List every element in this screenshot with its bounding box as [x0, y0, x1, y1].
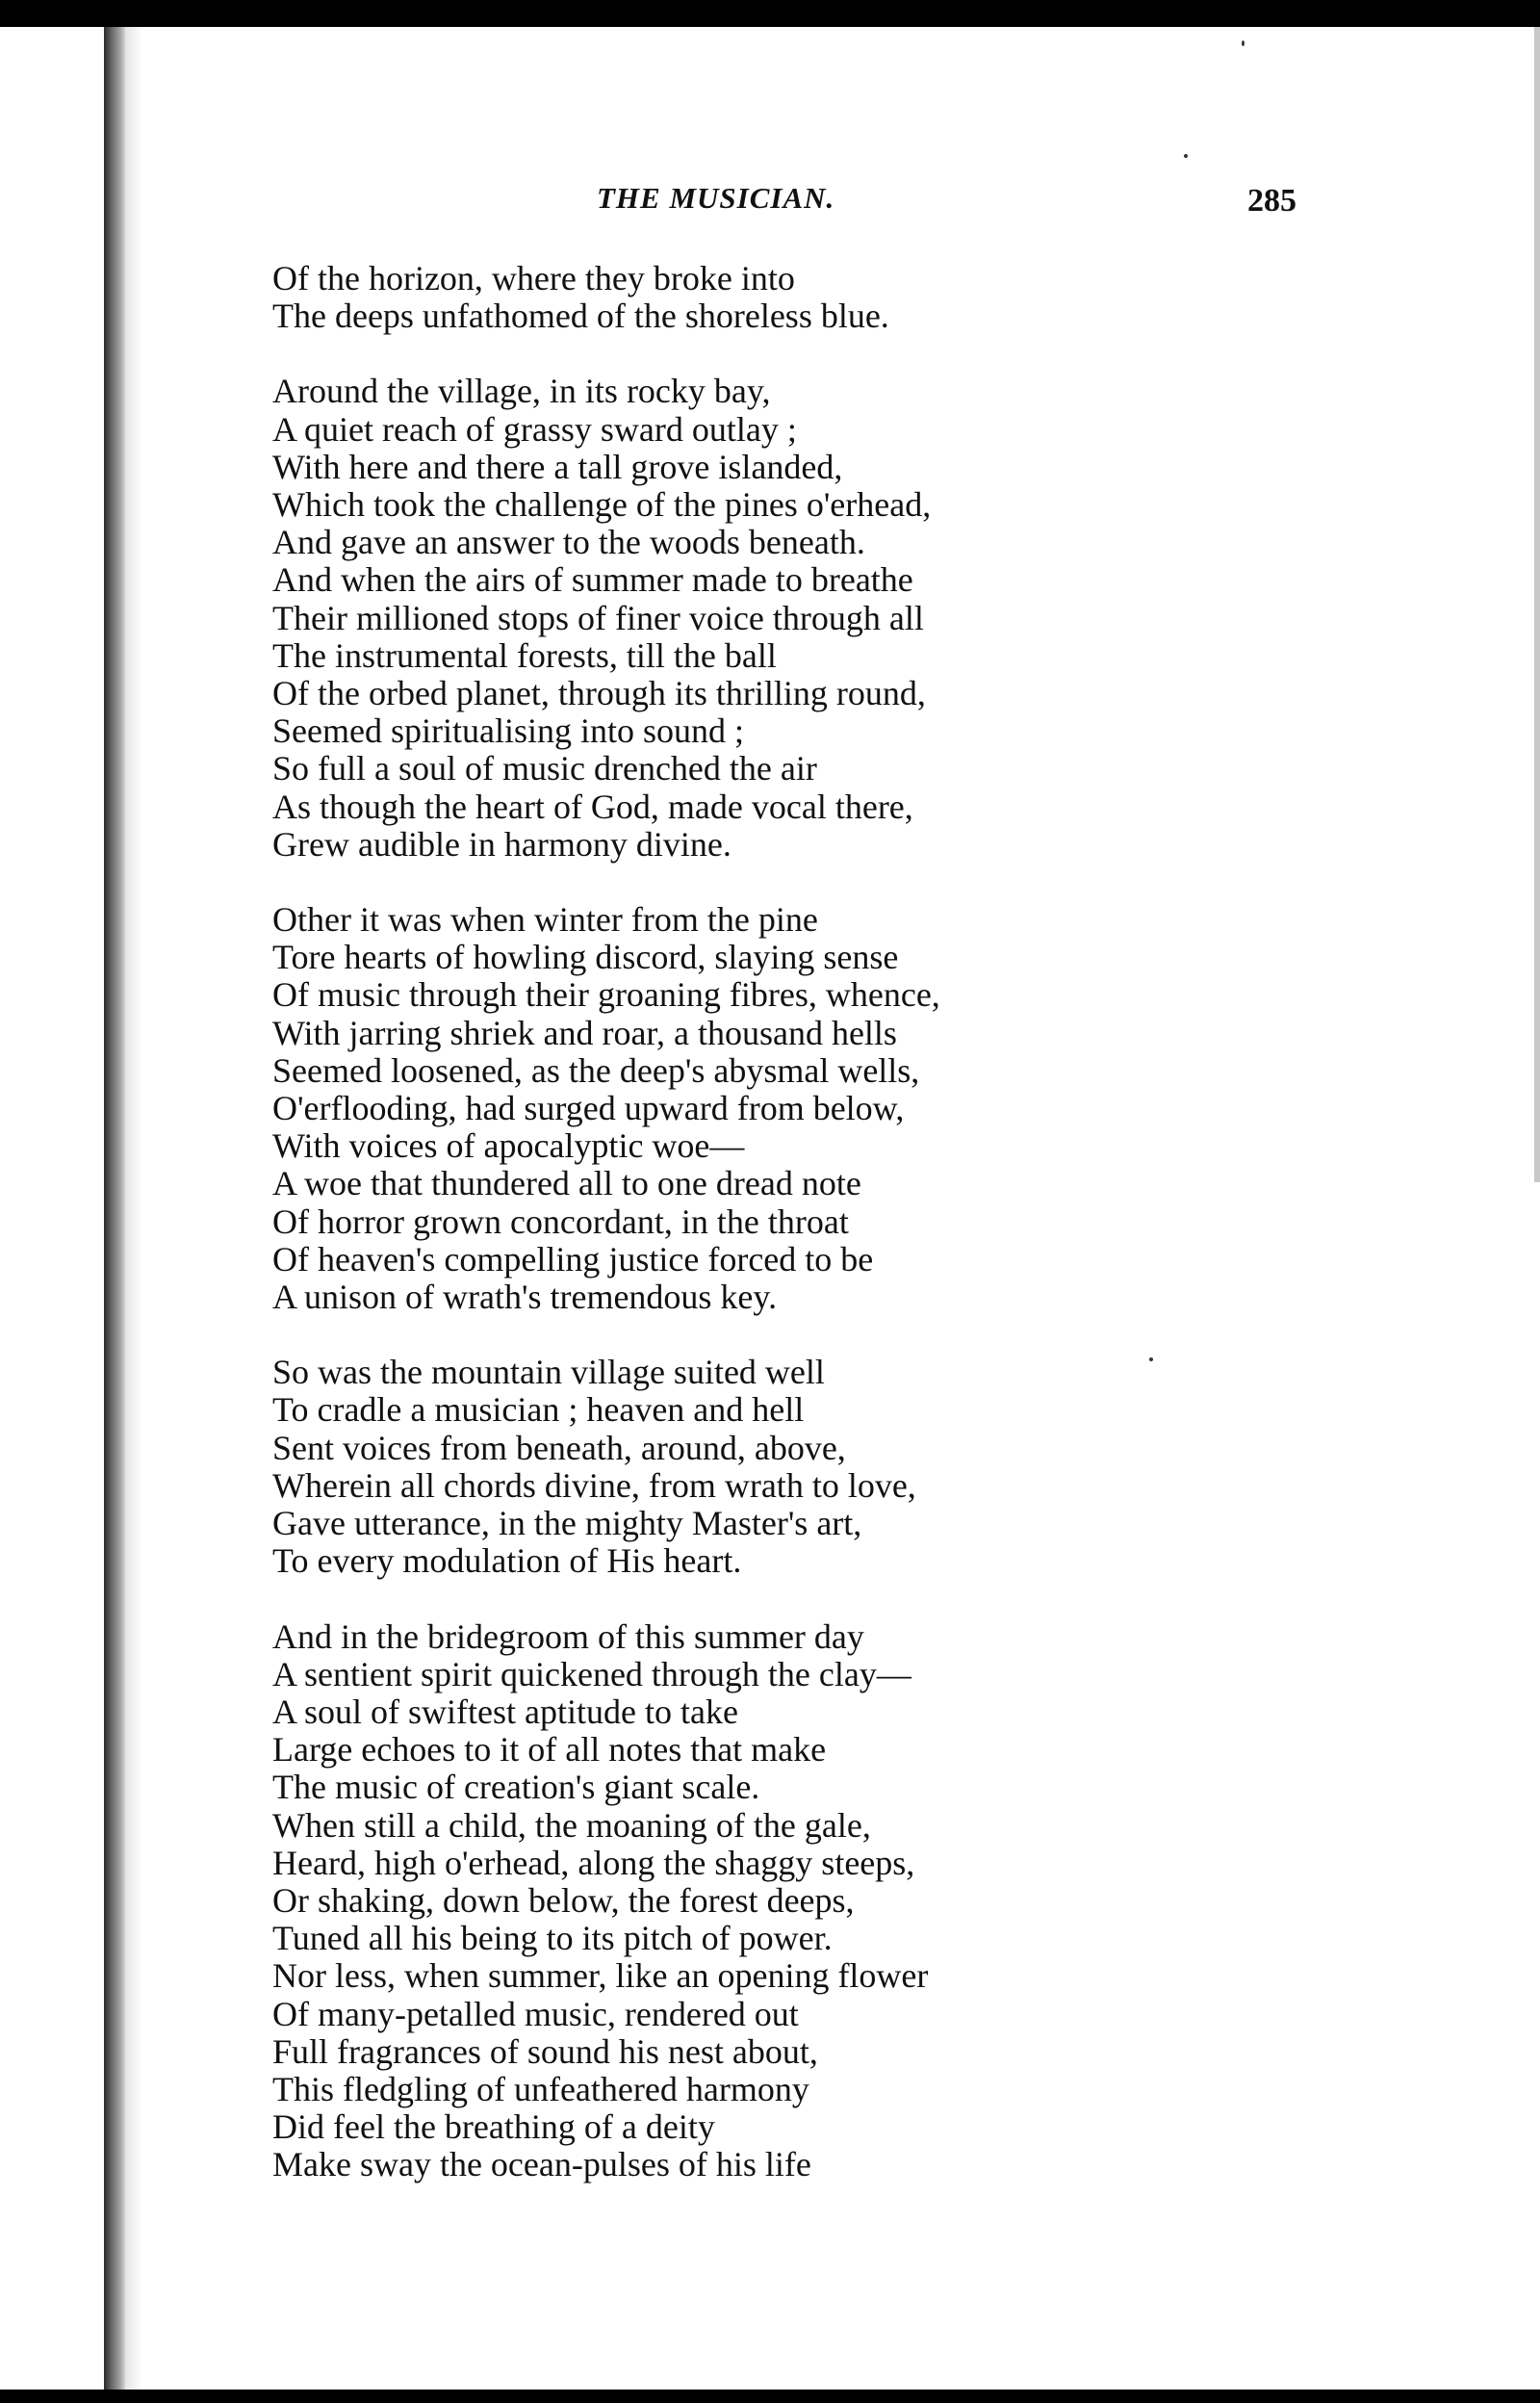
poem-line: A woe that thundered all to one dread note [272, 1164, 861, 1203]
poem-line: Wherein all chords divine, from wrath to love, [272, 1465, 916, 1505]
page-number: 285 [1247, 183, 1296, 219]
poem-line: Of horror grown concordant, in the throat [272, 1202, 849, 1241]
poem-body [272, 260, 1139, 2184]
running-title: THE MUSICIAN. [597, 181, 835, 215]
poem-line: The deeps unfathomed of the shoreless blue. [272, 297, 889, 336]
scan-border-bottom [0, 2390, 1540, 2403]
scan-left-margin [0, 27, 104, 2390]
scan-speck [1184, 154, 1188, 158]
poem-line: With jarring shriek and roar, a thousand hells [272, 1013, 897, 1052]
poem-line: This fledgling of unfeathered harmony [272, 2069, 809, 2108]
poem-line: The instrumental forests, till the ball [272, 635, 777, 675]
poem-line: Grew audible in harmony divine. [272, 824, 732, 864]
stanza [272, 373, 1139, 864]
poem-line: And gave an answer to the woods beneath. [272, 523, 865, 562]
poem-line: Nor less, when summer, like an opening flower [272, 1956, 929, 1996]
poem-line: With here and there a tall grove islanded, [272, 447, 843, 486]
poem-line: Full fragrances of sound his nest about, [272, 2031, 818, 2071]
poem-line: Of the horizon, where they broke into [272, 259, 795, 297]
poem-line: Their millioned stops of finer voice through all [272, 598, 924, 637]
poem-line: As though the heart of God, made vocal there, [272, 787, 913, 826]
poem-line: And in the bridegroom of this summer day [272, 1616, 864, 1656]
poem-line: The music of creation's giant scale. [272, 1768, 760, 1807]
scan-border-top [0, 0, 1540, 27]
poem-line: When still a child, the moaning of the gale, [272, 1805, 871, 1845]
poem-line: Of music through their groaning fibres, whence, [272, 975, 940, 1015]
poem-line: So full a soul of music drenched the air [272, 749, 817, 788]
poem-line: To every modulation of His heart. [272, 1541, 742, 1581]
poem-line: A soul of swiftest aptitude to take [272, 1692, 738, 1731]
poem-line: A quiet reach of grassy sward outlay ; [272, 409, 797, 449]
poem-line: Around the village, in its rocky bay, [272, 372, 771, 411]
poem-line: O'erflooding, had surged upward from below, [272, 1089, 905, 1128]
poem-line: Seemed spiritualising into sound ; [272, 711, 744, 751]
poem-line: So was the mountain village suited well [272, 1353, 825, 1392]
poem-line: And when the airs of summer made to breathe [272, 560, 913, 600]
book-spine-gutter [104, 27, 125, 2390]
poem-line: To cradle a musician ; heaven and hell [272, 1390, 805, 1430]
poem-line: Of heaven's compelling justice forced to be [272, 1239, 874, 1279]
poem-line: Of the orbed planet, through its thrilling round, [272, 674, 926, 713]
poem-line: Gave utterance, in the mighty Master's art, [272, 1504, 862, 1543]
poem-line: Seemed loosened, as the deep's abysmal wells, [272, 1050, 920, 1090]
poem-line: Large echoes to it of all notes that make [272, 1730, 827, 1770]
stanza [272, 901, 1139, 1316]
poem-line: Which took the challenge of the pines o'erhead, [272, 485, 932, 525]
scan-speck [1242, 40, 1245, 46]
stanza [272, 1354, 1139, 1580]
poem-line: Of many-petalled music, rendered out [272, 1994, 799, 2033]
scan-right-edge [1534, 27, 1540, 1182]
poem-line: Other it was when winter from the pine [272, 900, 818, 940]
poem-line: A sentient spirit quickened through the clay— [272, 1654, 911, 1693]
gutter-shadow [125, 27, 142, 2390]
stanza [272, 260, 1139, 335]
poem-line: Did feel the breathing of a deity [272, 2107, 715, 2147]
poem-line: Tuned all his being to its pitch of power. [272, 1919, 833, 1958]
poem-line: Sent voices from beneath, around, above, [272, 1428, 846, 1467]
poem-line: A unison of wrath's tremendous key. [272, 1278, 778, 1317]
poem-line: Make sway the ocean-pulses of his life [272, 2145, 811, 2184]
scan-speck [1149, 1357, 1153, 1361]
poem-line: Tore hearts of howling discord, slaying sense [272, 938, 899, 977]
stanza [272, 1618, 1139, 2184]
poem-line: Heard, high o'erhead, along the shaggy steeps, [272, 1843, 915, 1882]
poem-line: Or shaking, down below, the forest deeps, [272, 1880, 855, 1920]
poem-line: With voices of apocalyptic woe— [272, 1126, 745, 1166]
